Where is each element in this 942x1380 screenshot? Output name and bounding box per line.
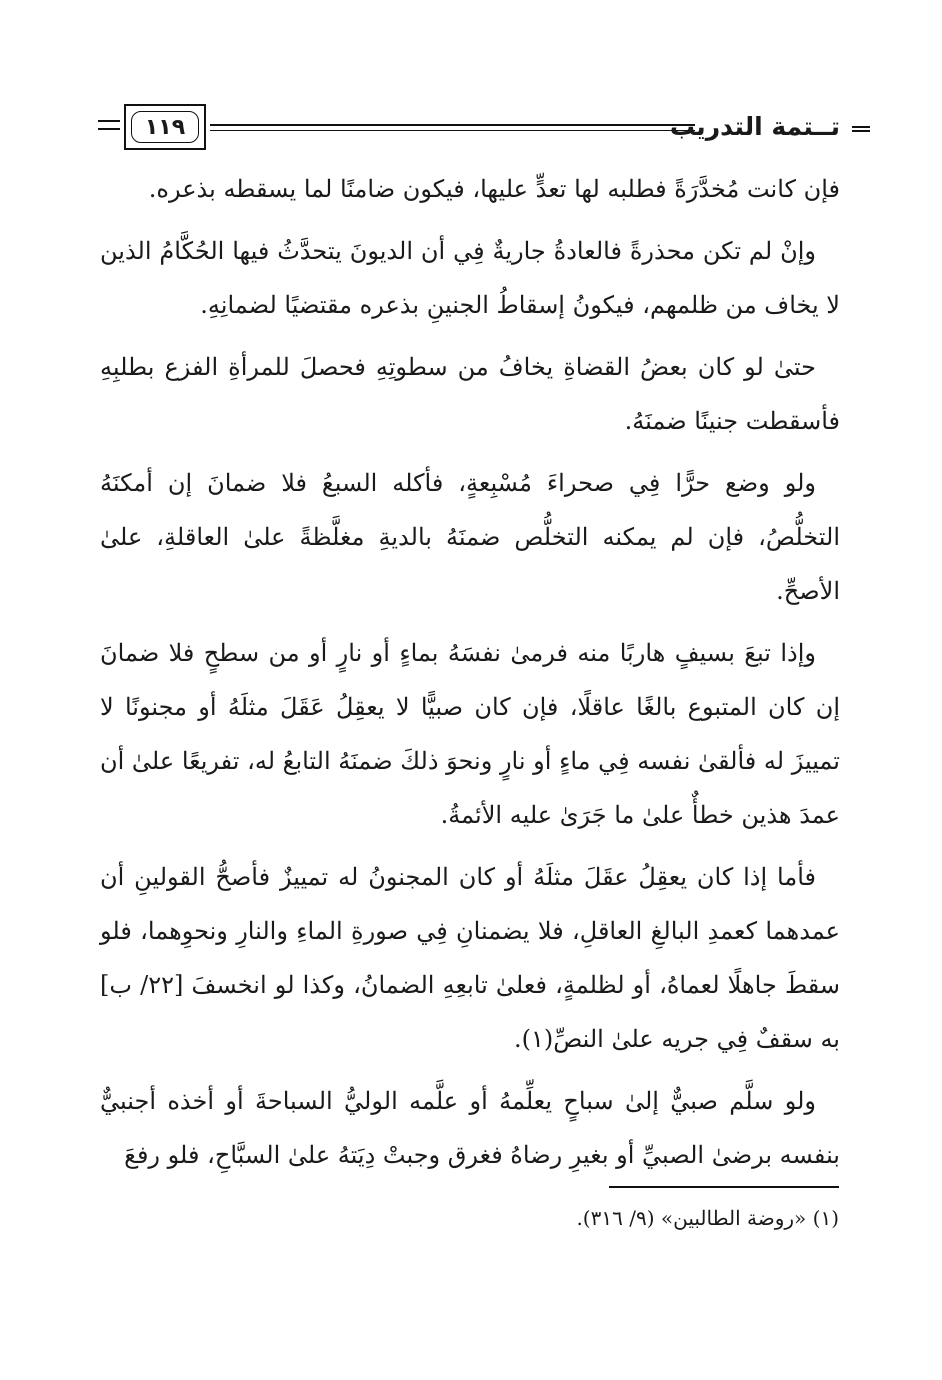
- footnote: (١) «روضة الطالبين» (٩/ ٣١٦).: [576, 1206, 839, 1230]
- paragraph: وإذا تبعَ بسيفٍ هاربًا منه فرمىٰ نفسَهُ بماءٍ أو نارٍ أو من سطحٍ فلا ضمانَ إن كان المتبوع بالغًا عاقلًا، فإن كان صبيًّا لا يعقِلُ عَقَلَ مثلَهُ أو مجنونًا لا تمييزَ له فألقىٰ نفسه فِي ماءٍ أو نارٍ ونحوَ ذلكَ ضمنَهُ التابعُ له، تفريعًا علىٰ أن عمدَ هذين خطأٌ علىٰ ما جَرَىٰ عليه الأئمةُ.: [100, 639, 840, 829]
- running-title: تــتمة التدريب: [669, 112, 840, 141]
- page-number-box: [124, 104, 206, 150]
- body-text: [100, 162, 840, 1190]
- footnote-separator: [609, 1186, 839, 1188]
- header-left-ornament: [98, 120, 120, 130]
- header-rule: [210, 124, 695, 131]
- page-number: ١١٩: [131, 111, 199, 143]
- paragraph: حتىٰ لو كان بعضُ القضاةِ يخافُ من سطوتِهِ فحصلَ للمرأةِ الفزع بطلبِهِ فأسقطت جنينًا ضمنَهُ.: [100, 353, 840, 435]
- page-header: [98, 104, 840, 154]
- paragraph: ولو وضع حرًّا فِي صحراءَ مُسْبِعةٍ، فأكله السبعُ فلا ضمانَ إن أمكنَهُ التخلُّصُ، فإن لم يمكنه التخلُّص ضمنَهُ بالديةِ مغلَّظةً علىٰ العاقلةِ، علىٰ الأصحِّ.: [100, 469, 840, 605]
- paragraph: وإنْ لم تكن محذرةً فالعادةُ جاريةٌ فِي أن الديونَ يتحدَّثُ فيها الحُكَّامُ الذين لا يخاف من ظلمهم، فيكونُ إسقاطُ الجنينِ بذعره مقتضيًا لضمانِهِ.: [100, 237, 840, 319]
- paragraph: فإن كانت مُخدَّرَةً فطلبه لها تعدٍّ عليها، فيكون ضامنًا لما يسقطه بذعره.: [148, 175, 840, 203]
- header-right-ornament: [852, 126, 870, 132]
- paragraph: ولو سلَّم صبيٌّ إلىٰ سباحٍ يعلِّمهُ أو علَّمه الوليُّ السباحةَ أو أخذه أجنبيٌّ بنفسه برضىٰ الصبيِّ أو بغيرِ رضاهُ فغرق وجبتْ دِيَتهُ علىٰ السبَّاحِ، فلو رفعَ: [100, 1087, 840, 1169]
- paragraph: فأما إذا كان يعقِلُ عقَلَ مثلَهُ أو كان المجنونُ له تمييزٌ فأصحُّ القولينِ أن عمدهما كعمدِ البالغِ العاقلِ، فلا يضمنانِ فِي صورةِ الماءِ والنارِ ونحوِهما، فلو سقطَ جاهلًا لعماهُ، أو لظلمةٍ، فعلىٰ تابعِهِ الضمانُ، وكذا لو انخسفَ [٢٢/ ب] به سقفٌ فِي جريه علىٰ النصِّ(١).: [100, 863, 840, 1053]
